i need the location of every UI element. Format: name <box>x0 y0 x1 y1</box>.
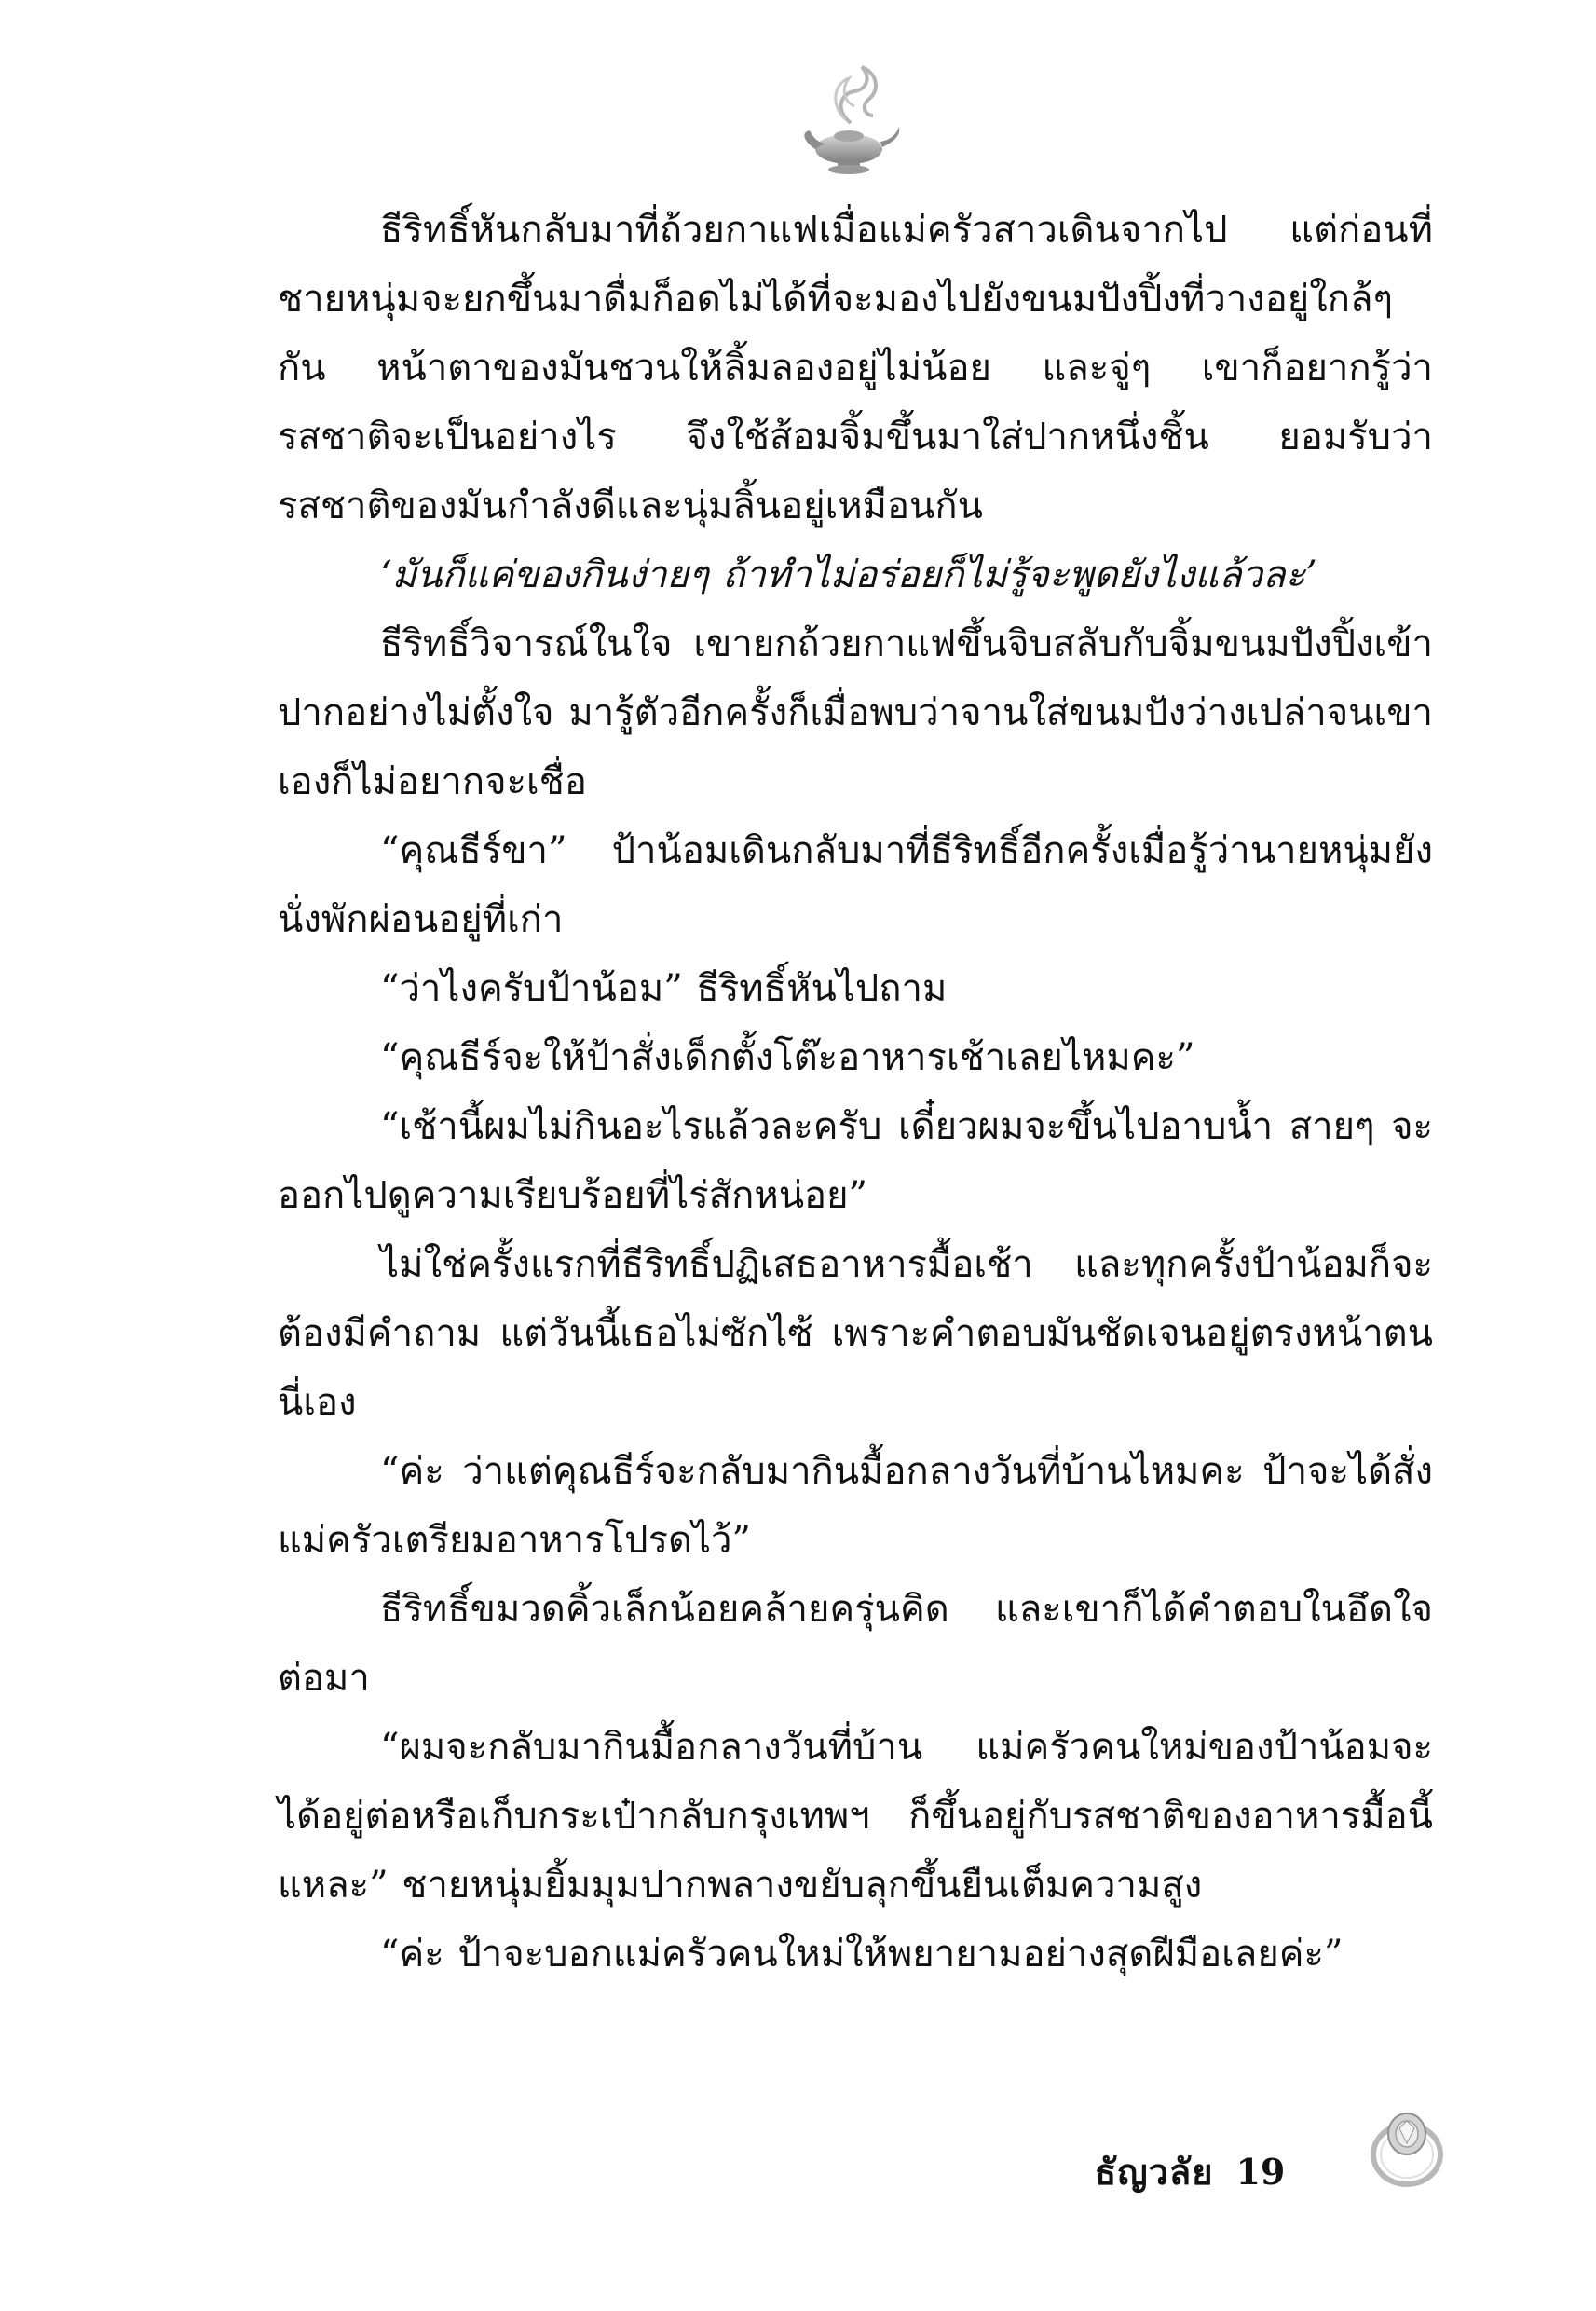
paragraph: “เช้านี้ผมไม่กินอะไรแล้วละครับ เดี๋ยวผมจะขึ้นไปอาบน้ำ สายๆ จะออกไปดูความเรียบร้อยที่ไร่สักหน่อย” <box>278 1105 1433 1217</box>
paragraph: “ค่ะ ว่าแต่คุณธีร์จะกลับมากินมื้อกลางวันที่บ้านไหมคะ ป้าจะได้สั่งแม่ครัวเตรียมอาหารโปรดไว้” <box>278 1450 1433 1562</box>
paragraph: ธีริทธิ์หันกลับมาที่ถ้วยกาแฟเมื่อแม่ครัวสาวเดินจากไป แต่ก่อนที่ชายหนุ่มจะยกขึ้นมาดื่มก็อดไม่ได้ที่จะมองไปยังขนมปังปิ้งที่วางอยู่ใกล้ๆ กัน หน้าตาของมันชวนให้ลิ้มลองอยู่ไม่น้อย และจู่ๆ เขาก็อยากรู้ว่ารสชาติจะเป็นอย่างไร จึงใช้ส้อมจิ้มขึ้นมาใส่ปากหนึ่งชิ้น ยอมรับว่ารสชาติของมันกำลังดีและนุ่มลิ้นอยู่เหมือนกัน <box>278 209 1433 527</box>
paragraph: “คุณธีร์จะให้ป้าสั่งเด็กตั้งโต๊ะอาหารเช้าเลยไหมคะ” <box>380 1036 1195 1079</box>
paragraph-inner-thought: ‘มันก็แค่ของกินง่ายๆ ถ้าทำไม่อร่อยก็ไม่รู้จะพูดยังไงแล้วละ’ <box>380 554 1317 596</box>
paragraph: “คุณธีร์ขา” ป้าน้อมเดินกลับมาที่ธีริทธิ์อีกครั้งเมื่อรู้ว่านายหนุ่มยังนั่งพักผ่อนอยู่ที่เก่า <box>278 829 1433 941</box>
paragraph: ธีริทธิ์วิจารณ์ในใจ เขายกถ้วยกาแฟขึ้นจิบสลับกับจิ้มขนมปังปิ้งเข้าปากอย่างไม่ตั้งใจ มารู้ตัวอีกครั้งก็เมื่อพบว่าจานใส่ขนมปังว่างเปล่าจนเขาเองก็ไม่อยากจะเชื่อ <box>278 622 1433 803</box>
paragraph: ไม่ใช่ครั้งแรกที่ธีริทธิ์ปฏิเสธอาหารมื้อเช้า และทุกครั้งป้าน้อมก็จะต้องมีคำถาม แต่วันนี้เธอไม่ซักไซ้ เพราะคำตอบมันชัดเจนอยู่ตรงหน้าตนนี่เอง <box>278 1243 1433 1424</box>
page-number: 19 <box>1235 2150 1286 2193</box>
story-text <box>278 196 1433 1989</box>
paragraph: “ว่าไงครับป้าน้อม” ธีริทธิ์หันไปถาม <box>380 967 948 1010</box>
paragraph: ธีริทธิ์ขมวดคิ้วเล็กน้อยคล้ายครุ่นคิด และเขาก็ได้คำตอบในอึดใจต่อมา <box>278 1588 1433 1700</box>
author-name: ธัญวลัย <box>1095 2151 1214 2193</box>
paragraph: “ค่ะ ป้าจะบอกแม่ครัวคนใหม่ให้พยายามอย่างสุดฝีมือเลยค่ะ” <box>380 1933 1344 1976</box>
page-footer <box>1095 2134 1285 2208</box>
genie-lamp-icon <box>797 58 905 179</box>
paragraph: “ผมจะกลับมากินมื้อกลางวันที่บ้าน แม่ครัวคนใหม่ของป้าน้อมจะได้อยู่ต่อหรือเก็บกระเป๋ากลับกรุงเทพฯ ก็ขึ้นอยู่กับรสชาติของอาหารมื้อนี้แหละ” ชายหนุ่มยิ้มมุมปากพลางขยับลุกขึ้นยืนเต็มความสูง <box>278 1726 1433 1907</box>
diamond-ring-icon <box>1360 2097 1453 2199</box>
